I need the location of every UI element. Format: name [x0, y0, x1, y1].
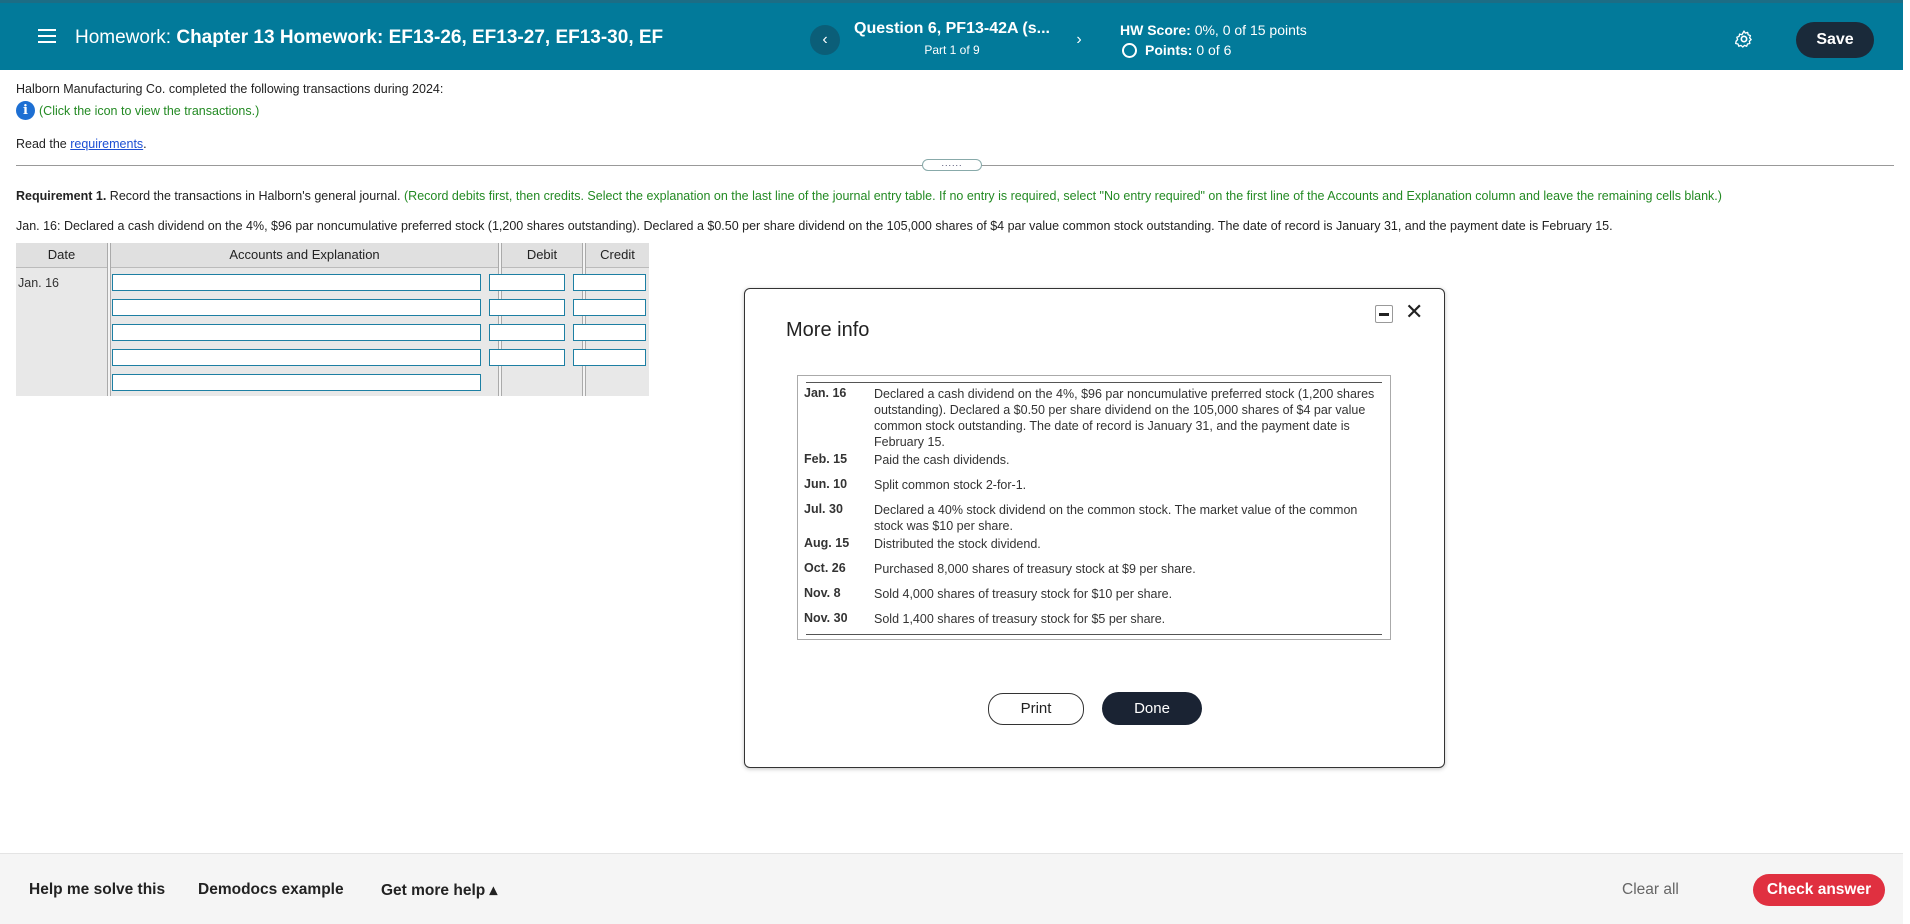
requirement-label: Requirement 1. — [16, 189, 107, 203]
more-info-dialog — [744, 288, 1445, 768]
transaction-date: Oct. 26 — [804, 561, 846, 575]
top-bar — [0, 0, 1903, 70]
entry-date: Jan. 16 — [18, 276, 60, 290]
demodocs-example-button[interactable]: Demodocs example — [198, 881, 344, 898]
read-prefix: Read the — [16, 137, 67, 151]
save-button[interactable]: Save — [1796, 22, 1874, 58]
print-button[interactable]: Print — [988, 693, 1084, 725]
gear-icon[interactable] — [1734, 29, 1754, 49]
credit-input-3[interactable] — [573, 324, 646, 341]
transaction-text: Declared a 40% stock dividend on the common stock. The market value of the common stock was $10 per share. — [874, 503, 1358, 533]
transaction-date: Aug. 15 — [804, 536, 850, 550]
question-part: Part 1 of 9 — [924, 43, 980, 57]
divider-handle[interactable]: ...... — [922, 159, 982, 171]
points-status-icon — [1122, 43, 1137, 58]
account-input-4[interactable] — [112, 349, 481, 366]
transaction-text: Split common stock 2-for-1. — [874, 478, 1027, 492]
credit-input-2[interactable] — [573, 299, 646, 316]
debit-input-2[interactable] — [489, 299, 565, 316]
transaction-date: Jan. 16 — [804, 386, 847, 400]
requirement-instruction: (Record debits first, then credits. Select the explanation on the last line of the journal entry table. If no entry is required, select "No entry required" on the first line of the Accounts and Explanation column and leave the remaining cells blank.) — [404, 189, 1722, 203]
question-title[interactable]: Question 6, PF13-42A (s... — [854, 20, 1050, 37]
hw-score-label: HW Score: — [1120, 22, 1191, 38]
question-points — [1122, 42, 1231, 58]
homework-prefix: Homework: — [75, 27, 172, 48]
column-separator — [107, 243, 111, 396]
transaction-date: Nov. 8 — [804, 586, 841, 600]
column-separator — [582, 243, 586, 396]
transaction-description: Jan. 16: Declared a cash dividend on the 4%, $96 par noncumulative preferred stock (1,200 shares outstanding). Declared a $0.50 per share dividend on the 105,000 shares of $4 par value common stock outstanding. The date of record is January 31, and the payment date is February 15. — [16, 219, 1613, 233]
transaction-date: Feb. 15 — [804, 452, 848, 466]
account-input-1[interactable] — [112, 274, 481, 291]
transaction-text: Declared a cash dividend on the 4%, $96 par noncumulative preferred stock (1,200 shares outstanding). Declared a $0.50 per share dividend on the 105,000 shares of $4 par value common stock outstanding. The date of record is January 31, and the payment date is February 15. — [874, 387, 1375, 449]
debit-input-4[interactable] — [489, 349, 565, 366]
minimize-icon[interactable] — [1375, 305, 1393, 323]
hw-score-value: 0%, 0 of 15 points — [1194, 22, 1307, 38]
clear-all-button[interactable]: Clear all — [1622, 881, 1679, 898]
homework-name: Chapter 13 Homework: EF13-26, EF13-27, EF13-30, EF — [176, 27, 664, 48]
column-separator — [498, 243, 502, 396]
debit-input-1[interactable] — [489, 274, 565, 291]
done-button[interactable]: Done — [1102, 692, 1202, 725]
bottom-bar — [0, 853, 1903, 924]
check-answer-button[interactable]: Check answer — [1753, 874, 1885, 906]
account-input-3[interactable] — [112, 324, 481, 341]
transactions-link[interactable] — [16, 101, 259, 120]
transaction-text: Paid the cash dividends. — [874, 453, 1010, 467]
date-header: Date — [16, 243, 107, 268]
requirement-text: Record the transactions in Halborn's general journal. — [106, 189, 404, 203]
help-me-solve-button[interactable]: Help me solve this — [29, 881, 166, 898]
explanation-input[interactable] — [112, 374, 481, 391]
close-icon[interactable]: ✕ — [1405, 299, 1424, 324]
credit-input-4[interactable] — [573, 349, 646, 366]
read-suffix: . — [143, 137, 147, 151]
homework-title — [75, 27, 663, 49]
hw-score — [1120, 22, 1307, 38]
table-rule — [806, 382, 1382, 383]
transaction-text: Sold 1,400 shares of treasury stock for $5 per share. — [874, 612, 1166, 626]
transactions-link-text[interactable]: (Click the icon to view the transactions.) — [39, 103, 260, 118]
points-value: 0 of 6 — [1196, 42, 1232, 58]
requirements-link[interactable]: requirements — [70, 137, 144, 151]
debit-header: Debit — [502, 243, 582, 268]
points-label: Points: — [1145, 42, 1193, 58]
transaction-text: Distributed the stock dividend. — [874, 537, 1041, 551]
journal-table — [16, 243, 649, 396]
transaction-date: Jul. 30 — [804, 502, 843, 516]
dialog-title: More info — [786, 319, 870, 341]
info-icon[interactable]: i — [16, 101, 35, 120]
credit-header: Credit — [586, 243, 649, 268]
requirement-line — [16, 189, 1722, 203]
accounts-header: Accounts and Explanation — [111, 243, 498, 268]
transaction-date: Nov. 30 — [804, 611, 848, 625]
next-question-button[interactable]: › — [1076, 31, 1082, 48]
transaction-text: Sold 4,000 shares of treasury stock for $10 per share. — [874, 587, 1173, 601]
transactions-table — [797, 375, 1391, 640]
get-more-help-button[interactable]: Get more help ▴ — [381, 882, 498, 899]
credit-input-1[interactable] — [573, 274, 646, 291]
transaction-text: Purchased 8,000 shares of treasury stock at $9 per share. — [874, 562, 1196, 576]
read-requirements — [16, 137, 147, 151]
debit-input-3[interactable] — [489, 324, 565, 341]
account-input-2[interactable] — [112, 299, 481, 316]
previous-question-button[interactable]: ‹ — [810, 25, 840, 55]
menu-icon[interactable] — [38, 25, 56, 45]
transaction-date: Jun. 10 — [804, 477, 848, 491]
table-rule — [806, 634, 1382, 635]
problem-intro: Halborn Manufacturing Co. completed the following transactions during 2024: — [16, 82, 444, 96]
